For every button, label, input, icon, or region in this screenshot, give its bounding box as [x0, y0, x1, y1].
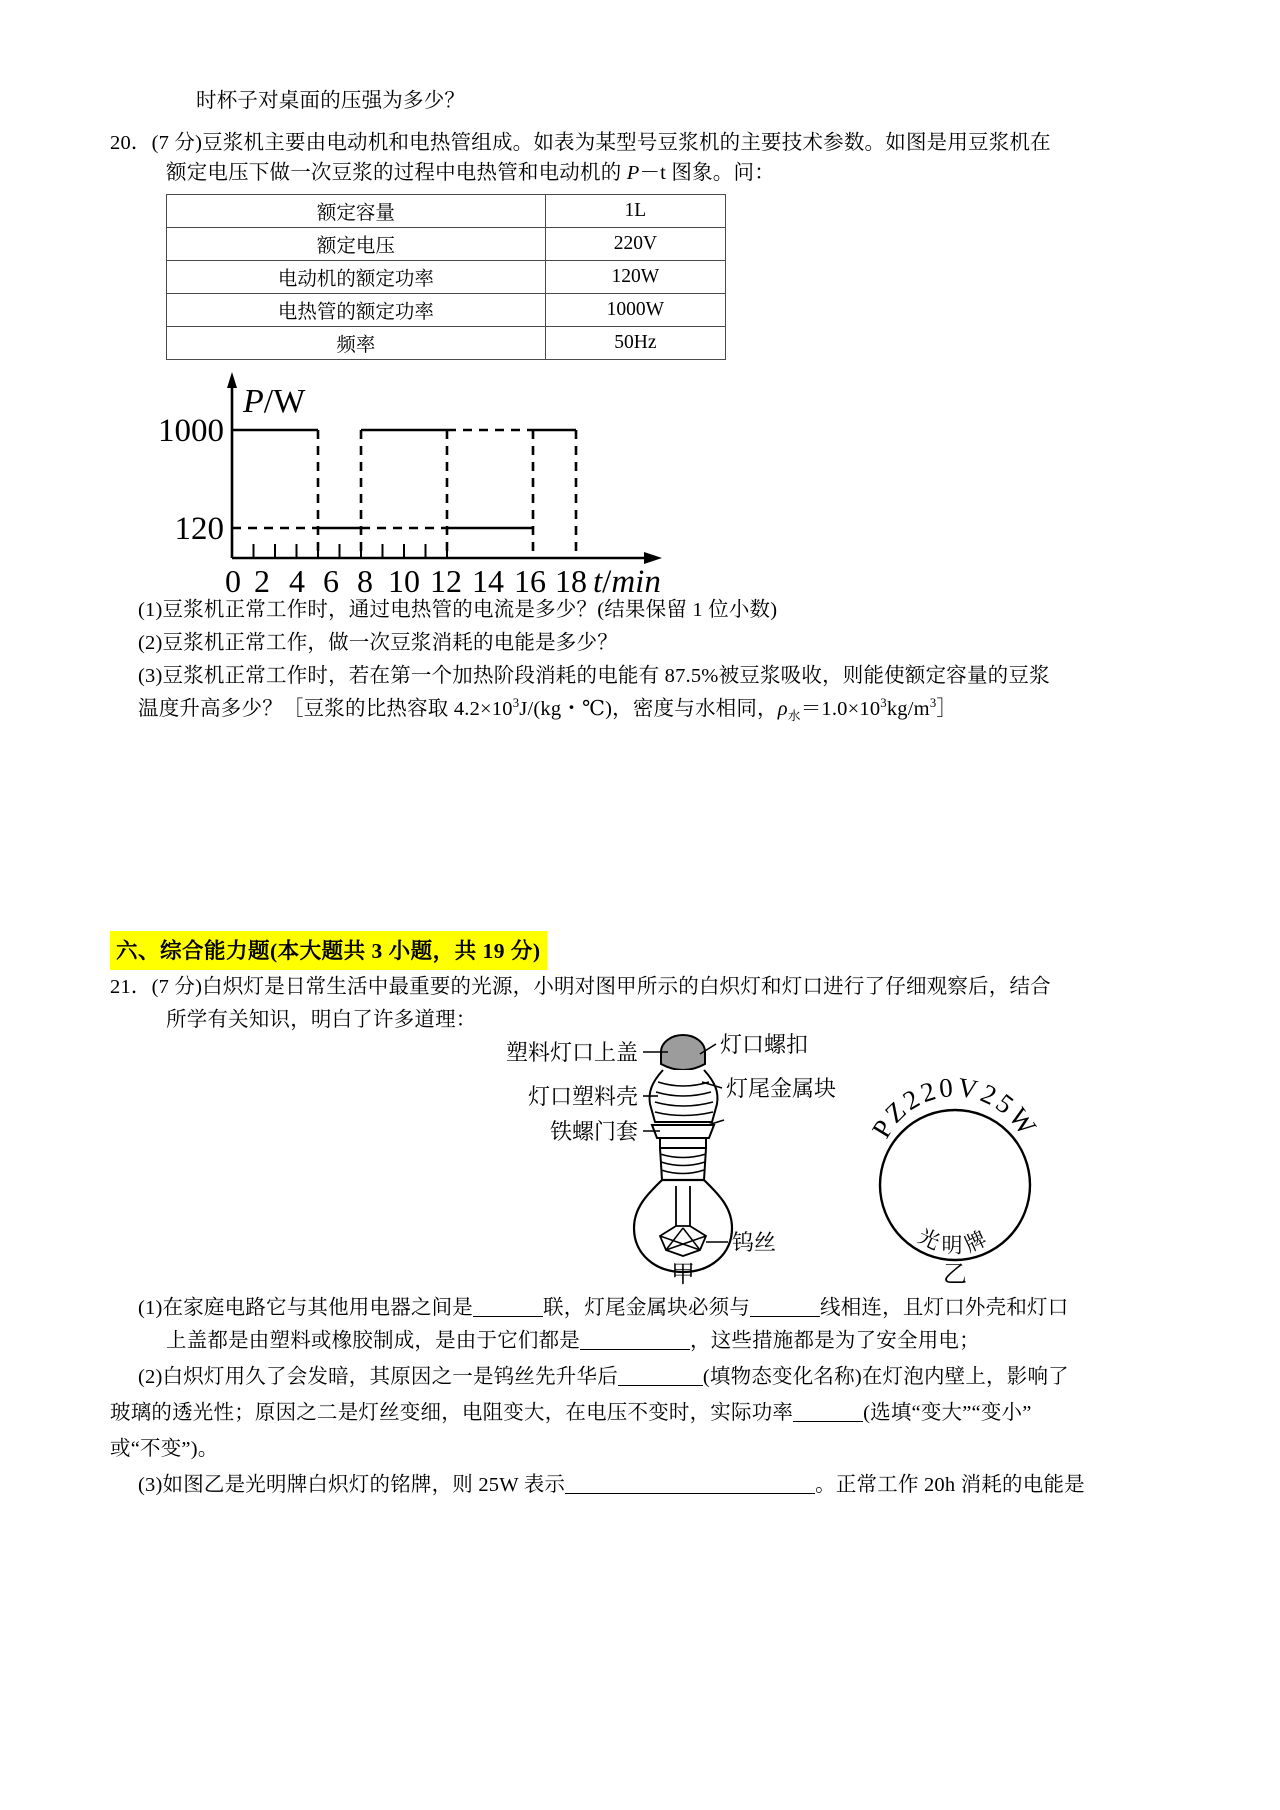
q3-exponent-2: 3	[880, 696, 887, 711]
bulb-figure-svg	[500, 1030, 1120, 1285]
spec-key: 频率	[167, 327, 546, 360]
problem-20-symbol-P: P	[626, 162, 640, 184]
problem-20-number: 20．	[110, 132, 152, 154]
x-axis-arrow	[644, 552, 662, 564]
answer-blank[interactable]	[750, 1316, 820, 1317]
problem-21-question-2-line-3: 或“不变”)。	[110, 1438, 219, 1460]
x-axis-title: t/min	[593, 564, 661, 598]
q3-exponent-3: 3	[929, 696, 937, 711]
problem-21-line-1	[110, 972, 1051, 1003]
table-row	[167, 294, 726, 327]
spec-key: 电动机的额定功率	[167, 261, 546, 294]
label-lamp-tail-metal-block: 灯尾金属块	[726, 1076, 837, 1101]
svg-text:18: 18	[555, 563, 587, 598]
spec-value: 1L	[545, 195, 725, 228]
lamp-rating-arc-text: PZ220V25W	[865, 1071, 1044, 1143]
problem-20-text-2a: 额定电压下做一次豆浆的过程中电热管和电动机的	[166, 162, 627, 184]
q3-text-end: ］	[936, 698, 958, 720]
spec-value: 120W	[545, 261, 725, 294]
spec-value: 220V	[545, 228, 725, 261]
y-axis-title: P/W	[243, 383, 306, 420]
iron-screw-sleeve	[652, 1125, 714, 1138]
label-socket-plastic-shell: 灯口塑料壳	[527, 1084, 638, 1109]
q3-text-mid: J/(kg・℃)，密度与水相同，	[519, 698, 778, 720]
figure-caption-right: 乙	[943, 1262, 967, 1285]
problem-21-question-3-line-1	[138, 1470, 1085, 1501]
answer-blank[interactable]	[618, 1385, 703, 1386]
q3-exponent-1: 3	[512, 696, 520, 711]
problem-20-question-2: (2)豆浆机正常工作，做一次豆浆消耗的电能是多少？	[138, 632, 618, 654]
power-time-chart	[150, 368, 710, 598]
label-lamp-screw-thread: 灯口螺扣	[720, 1032, 809, 1057]
q1-line2-text-b: ，这些措施都是为了安全用电；	[690, 1330, 980, 1352]
problem-20-text-2c: －t 图象。问：	[639, 162, 775, 184]
x-axis-ticks	[254, 544, 448, 558]
svg-text:12: 12	[430, 563, 462, 598]
problem-20-question-1: (1)豆浆机正常工作时，通过电热管的电流是多少？(结果保留 1 位小数)	[138, 599, 778, 621]
svg-text:10: 10	[388, 563, 420, 598]
q2-line2-text-a: 玻璃的透光性；原因之二是灯丝变细，电阻变大，在电压不变时，实际功率	[110, 1402, 794, 1424]
q3-line1-text-a: (3)如图乙是光明牌白炽灯的铭牌，则 25W 表示	[138, 1474, 566, 1496]
problem-20-question-3-line-2	[138, 694, 957, 726]
q1-text-b: 联，灯尾金属块必须与	[543, 1297, 751, 1319]
top-continuation-line: 时杯子对桌面的压强为多少？	[196, 90, 466, 112]
problem-20-line-2	[166, 158, 775, 189]
bulb-figure	[500, 1030, 1120, 1285]
answer-blank[interactable]	[565, 1493, 815, 1494]
q3-unit: kg/m	[886, 698, 930, 720]
q1-text-a: (1)在家庭电路它与其他用电器之间是	[138, 1297, 474, 1319]
problem-21-question-1-line-1	[138, 1293, 1068, 1324]
chart-svg	[150, 368, 710, 598]
problem-21-number: 21．	[110, 976, 152, 998]
y-tick-label-120: 120	[174, 511, 224, 547]
svg-text:2: 2	[254, 563, 270, 598]
spec-key: 电热管的额定功率	[167, 294, 546, 327]
table-row	[167, 195, 726, 228]
spec-key: 额定容量	[167, 195, 546, 228]
q2-line2-text-b: (选填“变大”“变小”	[863, 1402, 1032, 1424]
svg-text:0: 0	[225, 563, 241, 598]
svg-text:4: 4	[289, 563, 305, 598]
lamp-brand-arc-text: 光明牌	[914, 1223, 996, 1258]
answer-blank[interactable]	[580, 1349, 690, 1350]
table-row	[167, 327, 726, 360]
svg-text:8: 8	[357, 563, 373, 598]
spec-key: 额定电压	[167, 228, 546, 261]
label-iron-screw-sleeve: 铁螺门套	[549, 1119, 638, 1144]
q2-text-b: (填物态变化名称)在灯泡内壁上，影响了	[702, 1366, 1069, 1388]
y-tick-label-1000: 1000	[158, 413, 224, 449]
spec-value: 50Hz	[545, 327, 725, 360]
label-tungsten-filament: 钨丝	[732, 1230, 777, 1255]
q3-line1-text-b: 。正常工作 20h 消耗的电能是	[815, 1474, 1085, 1496]
problem-20-text-1: 豆浆机主要由电动机和电热管组成。如表为某型号豆浆机的主要技术参数。如图是用豆浆机在	[202, 132, 1051, 154]
q3-text-eq: ＝1.0×10	[800, 698, 881, 720]
q2-text-a: (2)白炽灯用久了会发暗，其原因之一是钨丝先升华后	[138, 1366, 618, 1388]
problem-20-question-3: (3)豆浆机正常工作时，若在第一个加热阶段消耗的电能有 87.5%被豆浆吸收，则能使额定容量的豆浆	[138, 665, 1050, 687]
spec-table	[166, 194, 726, 360]
problem-21-question-2-line-1	[138, 1362, 1069, 1393]
problem-21-line-2: 所学有关知识，明白了许多道理：	[166, 1009, 477, 1031]
problem-21-question-2-line-2	[110, 1398, 1032, 1429]
q3-text-pre: 温度升高多少？［豆浆的比热容取 4.2×10	[138, 698, 513, 720]
answer-blank[interactable]	[793, 1421, 863, 1422]
table-row	[167, 261, 726, 294]
svg-text:6: 6	[323, 563, 339, 598]
y-axis-arrow	[227, 372, 237, 388]
section-6-header: 六、综合能力题(本大题共 3 小题，共 19 分)	[110, 931, 547, 970]
table-row	[167, 228, 726, 261]
q3-rho-subscript: 水	[787, 709, 801, 724]
label-plastic-top-cap: 塑料灯口上盖	[505, 1040, 638, 1065]
problem-21-text-1: 白炽灯是日常生活中最重要的光源，小明对图甲所示的白炽灯和灯口进行了仔细观察后，结合	[202, 976, 1051, 998]
answer-blank[interactable]	[473, 1316, 543, 1317]
problem-20-line-1	[110, 128, 1051, 159]
problem-20-points: (7 分)	[151, 132, 203, 154]
q1-line2-text-a: 上盖都是由塑料或橡胶制成，是由于它们都是	[166, 1330, 580, 1352]
q1-text-c: 线相连，且灯口外壳和灯口	[820, 1297, 1069, 1319]
q3-symbol-rho: ρ	[777, 698, 788, 720]
problem-21-points: (7 分)	[151, 976, 203, 998]
vertical-transitions	[318, 430, 576, 558]
svg-text:14: 14	[472, 563, 504, 598]
problem-21-question-1-line-2	[166, 1326, 980, 1357]
figure-caption-left: 甲	[671, 1262, 695, 1285]
x-tick-labels	[225, 563, 587, 598]
spec-value: 1000W	[545, 294, 725, 327]
svg-text:16: 16	[514, 563, 546, 598]
